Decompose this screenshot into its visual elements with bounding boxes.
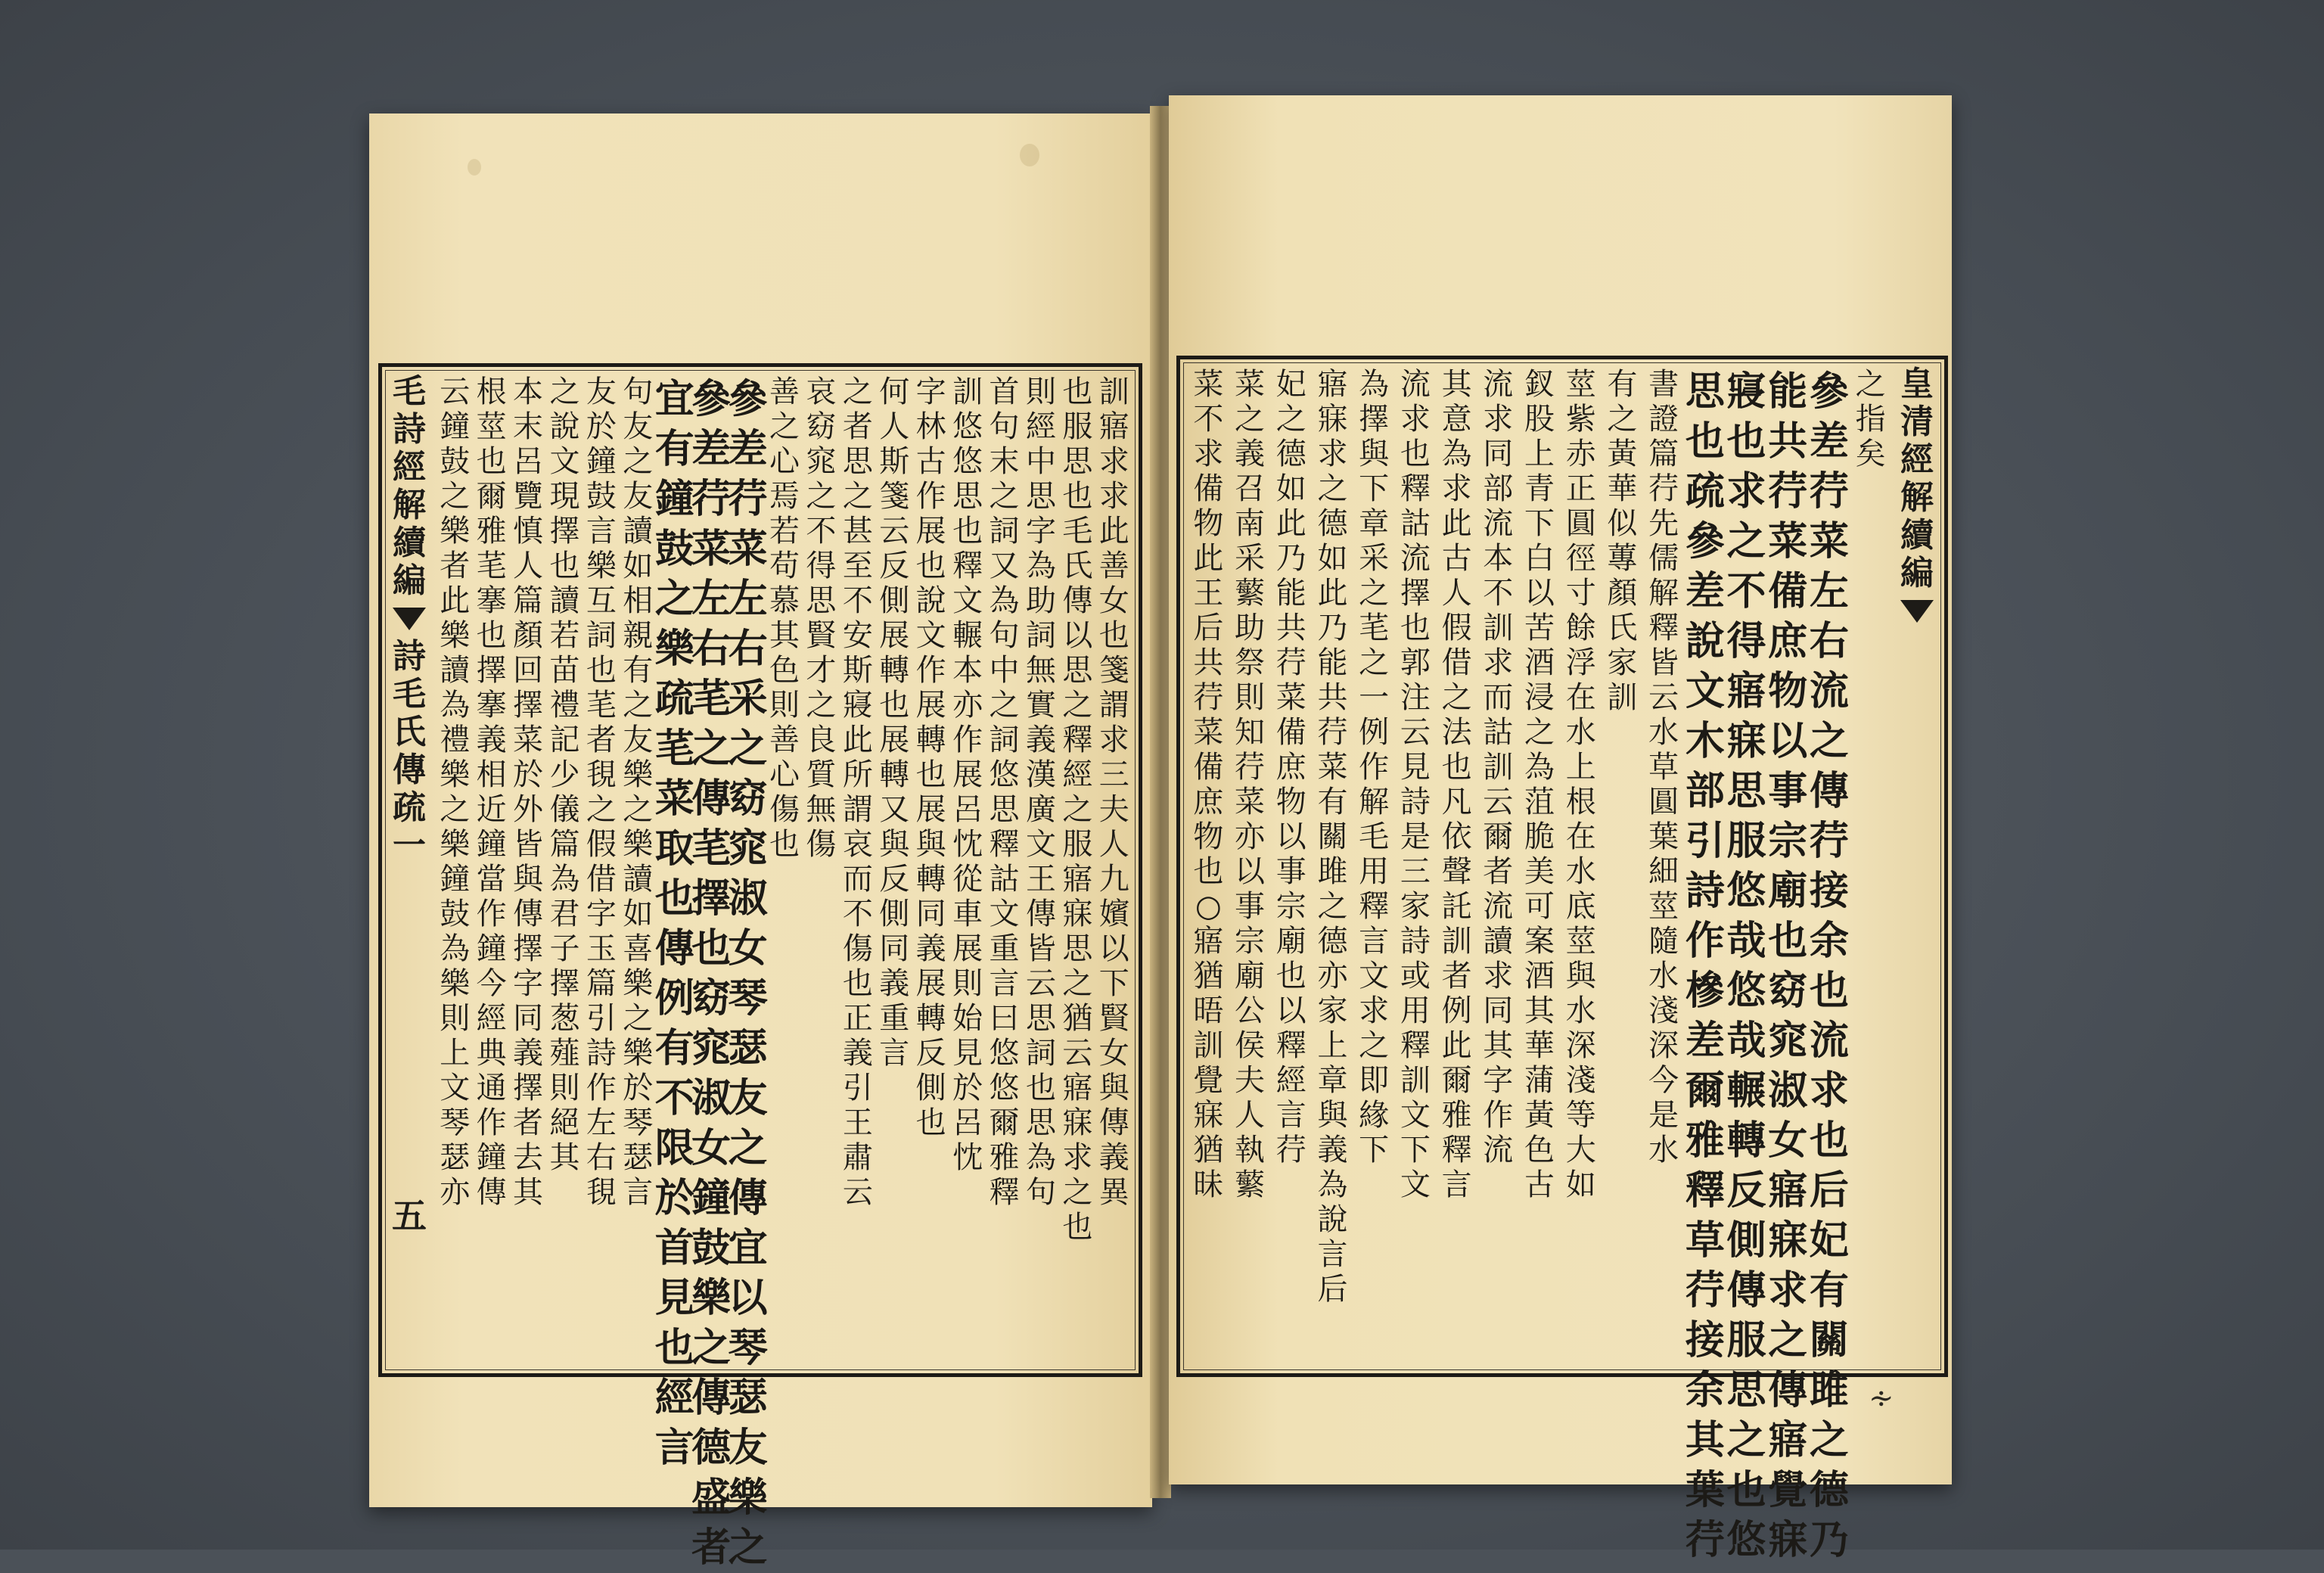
right-text-frame [1176, 356, 1948, 1563]
text-column: 其 意 為 求 此 古 人 假 借 之 法 也 凡 依 聲 託 訓 者 例 此 爾 雅 釋 言 [1441, 367, 1472, 1202]
left-fold-column [387, 373, 432, 1357]
text-column: 有 之 黃 華 似 蓴 顏 氏 家 訓 [1607, 367, 1638, 715]
text-column: 之 指 矣 [1855, 367, 1886, 471]
left-text-columns [437, 375, 1132, 1571]
book-title-vertical: 皇 清 經 解 續 編 [1900, 365, 1934, 592]
text-column: 首 句 末 之 詞 又 為 句 中 之 詞 悠 思 釋 詁 文 重 言 曰 悠 悠 爾 雅 釋 [989, 375, 1020, 1210]
text-column: 善 之 心 焉 若 苟 慕 其 色 則 善 心 傷 也 [769, 375, 800, 862]
book-gutter [1150, 106, 1171, 1498]
text-column: 書 證 篇 荇 先 儒 解 釋 皆 云 水 草 圓 葉 細 莖 隨 水 淺 深 今 是 水 [1648, 367, 1679, 1167]
text-column: 之 者 思 之 甚 至 不 安 斯 寢 此 所 謂 哀 而 不 傷 也 正 義 引 王 肅 云 [842, 375, 873, 1210]
text-column: 根 莖 也 爾 雅 芼 搴 也 擇 搴 義 相 近 鐘 當 作 鐘 今 經 典 通 作 鐘 傳 [476, 375, 507, 1210]
right-fold-column [1894, 365, 1940, 1349]
text-column: 句 友 之 友 讀 如 相 親 有 之 友 樂 之 樂 讀 如 喜 樂 之 樂 於 琴 瑟 言 [623, 375, 654, 1210]
paper-stain [468, 159, 481, 176]
text-column: 莖 紫 赤 正 圓 徑 寸 餘 浮 在 水 上 根 在 水 底 莖 與 水 深 淺 等 大 如 [1565, 367, 1596, 1202]
text-column: 云 鐘 鼓 之 樂 者 此 樂 讀 為 禮 樂 之 樂 鐘 鼓 為 樂 則 上 文 琴 瑟 亦 [440, 375, 471, 1210]
text-column: 菜 不 求 備 物 此 王 后 共 荇 菜 備 庶 物 也 ○ 寤 猶 晤 訓 覺 寐 猶 昧 [1193, 367, 1224, 1202]
ink-mark: ∻ [1869, 1381, 1894, 1416]
right-text-columns [1188, 367, 1891, 1563]
text-column: 思 也 疏 參 差 說 文 木 部 引 詩 作 槮 差 爾 雅 釋 草 荇 接 余 其 葉 荇 [1685, 368, 1725, 1563]
book-title-vertical: 毛 詩 經 解 續 編 [393, 372, 426, 600]
text-column: 訓 寤 求 求 此 善 女 也 箋 謂 求 三 夫 人 九 嬪 以 下 賢 女 與 傳 義 異 [1098, 375, 1129, 1210]
text-column: 釵 股 上 青 下 白 以 苦 酒 浸 之 為 菹 脆 美 可 案 酒 其 華 蒲 黃 色 古 [1524, 367, 1555, 1202]
text-column: 也 服 思 也 毛 氏 傳 以 思 之 釋 經 之 服 寤 寐 思 之 猶 云 寤 寐 求 之 也 [1062, 375, 1093, 1245]
chapter-title-vertical: 詩 毛 氏 傳 疏 一 [393, 637, 426, 865]
text-column: 本 末 呂 覽 慎 人 篇 顏 回 擇 菜 於 外 皆 與 傳 擇 字 同 義 擇 者 去 其 [513, 375, 544, 1210]
text-column: 流 求 也 釋 詁 流 擇 也 郭 注 云 見 詩 是 三 家 詩 或 用 釋 訓 文 下 文 [1400, 367, 1431, 1202]
text-column: 妃 之 德 如 此 乃 能 共 荇 菜 備 庶 物 以 事 宗 廟 也 以 釋 經 言 荇 [1275, 367, 1306, 1167]
text-column: 寢 也 求 之 不 得 寤 寐 思 服 悠 哉 悠 哉 輾 轉 反 側 傳 服 思 之 也 悠 [1726, 368, 1766, 1563]
fishtail-mark-icon [393, 608, 426, 630]
page-number: 五 [392, 1195, 427, 1236]
text-column: 友 於 鐘 鼓 言 樂 互 詞 也 芼 者 覒 之 假 借 字 玉 篇 引 詩 作 左 右 覒 [586, 375, 617, 1210]
text-column: 能 共 荇 菜 備 庶 物 以 事 宗 廟 也 窈 窕 淑 女 寤 寐 求 之 傳 寤 覺 寐 [1768, 368, 1808, 1563]
text-column: 流 求 同 部 流 本 不 訓 求 而 詁 訓 云 爾 者 流 讀 求 同 其 字 作 流 [1483, 367, 1514, 1167]
text-column: 參 差 荇 菜 左 右 流 之 傳 荇 接 余 也 流 求 也 后 妃 有 關 雎 之 德 乃 [1809, 368, 1849, 1563]
paper-stain [1020, 144, 1039, 166]
fishtail-mark-icon [1900, 600, 1934, 623]
text-column: 何 人 斯 箋 云 反 側 展 轉 也 展 轉 又 與 反 側 同 義 重 言 [879, 375, 910, 1071]
text-column: 菜 之 義 召 南 采 蘩 助 祭 則 知 荇 菜 亦 以 事 宗 廟 公 侯 夫 人 執 蘩 [1235, 367, 1266, 1202]
text-column: 訓 悠 悠 思 也 釋 文 輾 本 亦 作 展 呂 忱 從 車 展 則 始 見 於 呂 忱 [952, 375, 983, 1175]
text-column: 哀 窈 窕 之 不 得 思 賢 才 之 良 質 無 傷 [806, 375, 837, 862]
text-column: 宜 有 鐘 鼓 之 樂 疏 芼 菜 取 也 傳 例 有 不 限 於 首 見 也 經 言 [654, 376, 694, 1471]
text-column: 寤 寐 求 之 德 如 此 乃 能 共 荇 菜 有 關 雎 之 德 亦 家 上 章 與 義 為 說 言 后 [1317, 367, 1348, 1307]
text-column: 參 差 荇 菜 左 右 芼 之 傳 芼 擇 也 窈 窕 淑 女 鐘 鼓 樂 之 傳 德 盛 者 [691, 376, 732, 1571]
text-column: 為 擇 與 下 章 采 之 芼 之 一 例 作 解 毛 用 釋 言 文 求 之 即 緣 下 [1359, 367, 1390, 1167]
left-text-frame [378, 363, 1142, 1571]
text-column: 字 林 古 作 展 也 說 文 作 展 轉 也 展 與 轉 同 義 展 轉 反 側 也 [915, 375, 946, 1140]
text-column: 參 差 荇 菜 左 右 采 之 窈 窕 淑 女 琴 瑟 友 之 傳 宜 以 琴 瑟 友 樂 之 [728, 376, 768, 1571]
text-column: 則 經 中 思 字 為 助 詞 無 實 義 漢 廣 文 王 傳 皆 云 思 詞 也 思 為 句 [1025, 375, 1056, 1210]
text-column: 之 說 文 現 擇 也 讀 若 苗 禮 記 少 儀 篇 為 君 子 擇 葱 薤 則 絕 其 [549, 375, 580, 1175]
